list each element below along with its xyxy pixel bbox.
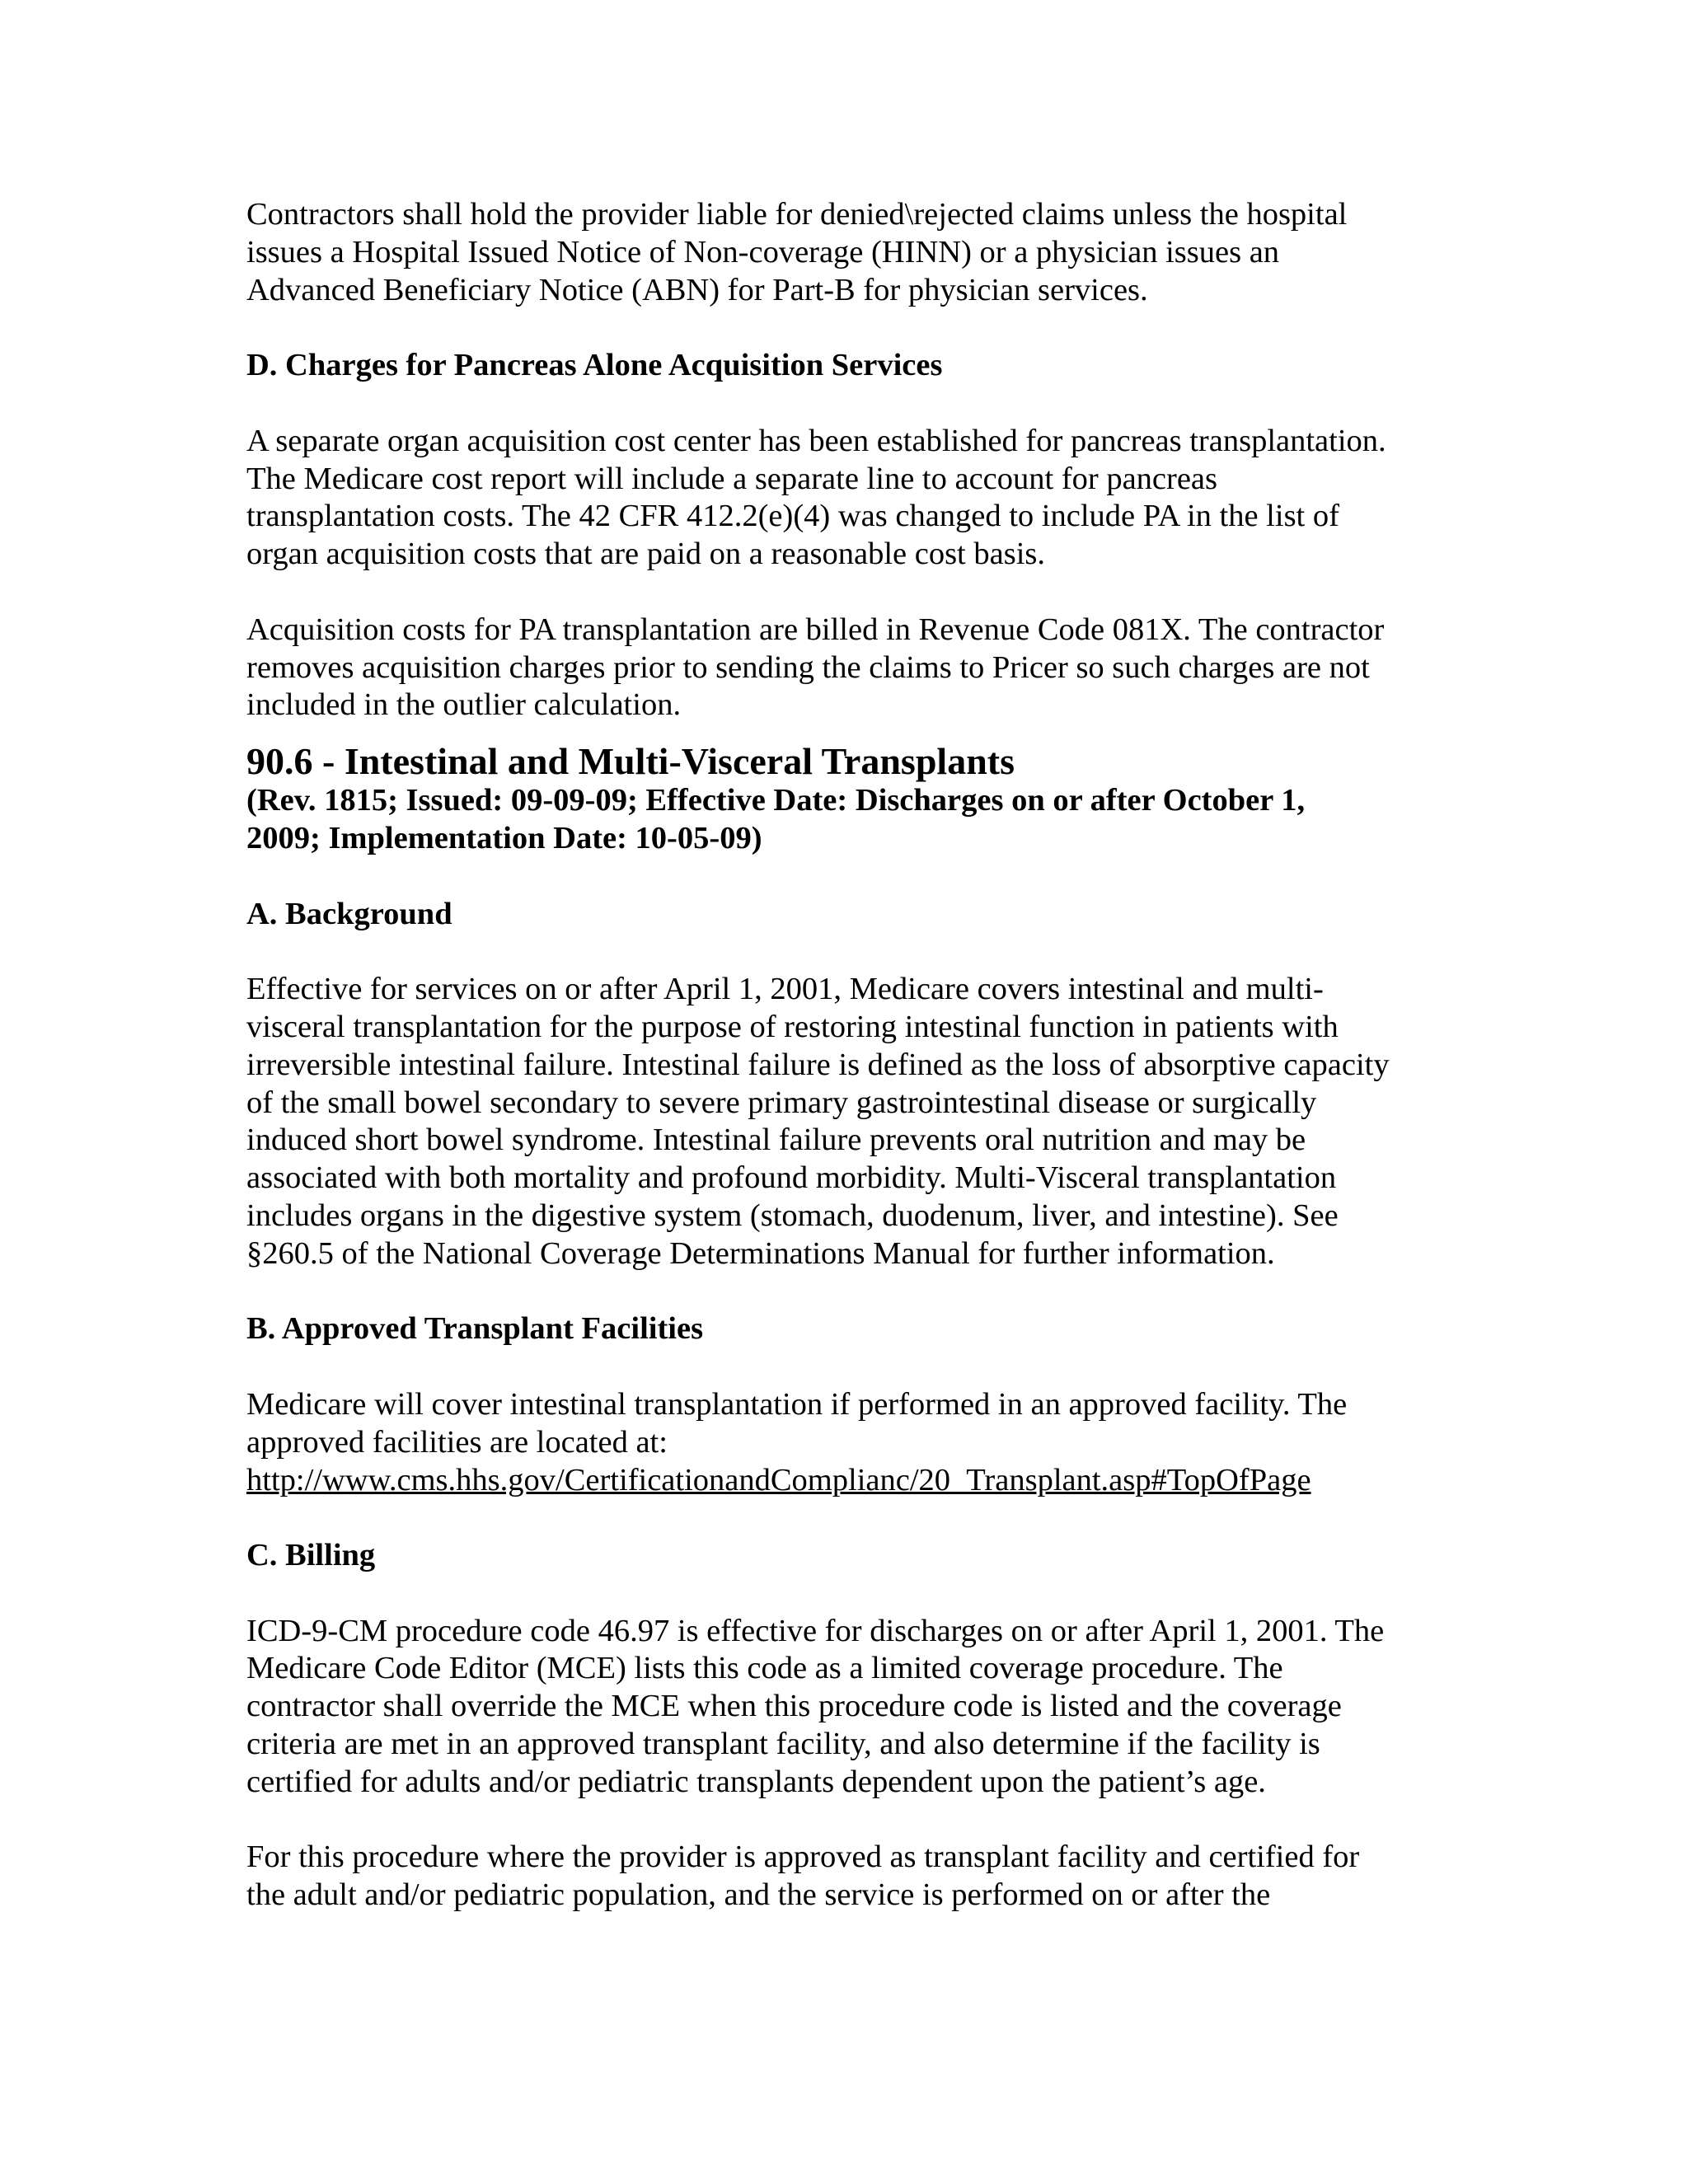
text-line: Advanced Beneficiary Notice (ABN) for Part-B for physician services.: [246, 272, 1148, 307]
text-line: includes organs in the digestive system (stomach, duodenum, liver, and intestine). See: [246, 1197, 1339, 1233]
heading-background: A. Background: [246, 896, 452, 931]
section-revision-info: [246, 782, 1458, 858]
paragraph-acquisition-costs: [246, 612, 1458, 724]
text-line: §260.5 of the National Coverage Determinations Manual for further information.: [246, 1235, 1275, 1271]
text-line: of the small bowel secondary to severe primary gastrointestinal disease or surgically: [246, 1085, 1317, 1120]
heading-billing: C. Billing: [246, 1538, 376, 1573]
paragraph-spacer: [246, 309, 1458, 347]
paragraph-background: [246, 971, 1458, 1272]
text-line: ICD-9-CM procedure code 46.97 is effective for discharges on or after April 1, 2001. The: [246, 1613, 1385, 1648]
paragraph-spacer: [246, 385, 1458, 423]
text-line: transplantation costs. The 42 CFR 412.2(e)(4) was changed to include PA in the list of: [246, 499, 1339, 534]
paragraph-spacer: [246, 1575, 1458, 1613]
paragraph-billing: [246, 1613, 1458, 1802]
transplant-facilities-link[interactable]: http://www.cms.hhs.gov/CertificationandComplianc/20_Transplant.asp#TopOfPage: [246, 1462, 1311, 1497]
text-line: organ acquisition costs that are paid on a reasonable cost basis.: [246, 537, 1046, 572]
paragraph-spacer: [246, 1499, 1458, 1537]
text-line: associated with both mortality and profound morbidity. Multi-Visceral transplantation: [246, 1160, 1337, 1196]
text-line: Effective for services on or after April 1, 2001, Medicare covers intestinal and multi-: [246, 972, 1324, 1007]
text-line: 2009; Implementation Date: 10-05-09): [246, 820, 762, 855]
paragraph-spacer: [246, 1348, 1458, 1386]
paragraph-cost-center: [246, 423, 1458, 574]
text-line: criteria are met in an approved transplant facility, and also determine if the facility is: [246, 1727, 1320, 1762]
paragraph-provider-liability: [246, 196, 1458, 309]
heading-approved-facilities: B. Approved Transplant Facilities: [246, 1311, 704, 1347]
text-line: Contractors shall hold the provider liable for denied\rejected claims unless the hospital: [246, 197, 1348, 232]
section-title: 90.6 - Intestinal and Multi-Visceral Transplants: [246, 740, 1015, 783]
text-line: Medicare Code Editor (MCE) lists this code as a limited coverage procedure. The: [246, 1651, 1283, 1686]
text-line: Acquisition costs for PA transplantation are billed in Revenue Code 081X. The contractor: [246, 612, 1385, 647]
text-line: contractor shall override the MCE when this procedure code is listed and the coverage: [246, 1689, 1342, 1724]
text-line: induced short bowel syndrome. Intestinal failure prevents oral nutrition and may be: [246, 1122, 1306, 1158]
text-line: For this procedure where the provider is approved as transplant facility and certified for: [246, 1840, 1360, 1875]
text-line: the adult and/or pediatric population, and the service is performed on or after the: [246, 1877, 1271, 1913]
paragraph-spacer: [246, 1273, 1458, 1311]
paragraph-approved-facilities: [246, 1386, 1458, 1499]
paragraph-spacer: [246, 858, 1458, 896]
heading-charges-pancreas: D. Charges for Pancreas Alone Acquisition Services: [246, 348, 943, 383]
text-line: (Rev. 1815; Issued: 09-09-09; Effective Date: Discharges on or after October 1,: [246, 783, 1306, 818]
paragraph-spacer: [246, 933, 1458, 971]
text-line: A separate organ acquisition cost center has been established for pancreas transplantation.: [246, 423, 1386, 458]
text-line: The Medicare cost report will include a separate line to account for pancreas: [246, 461, 1217, 496]
page-content: [246, 196, 1458, 1915]
paragraph-procedure: [246, 1839, 1458, 1915]
text-line: included in the outlier calculation.: [246, 687, 682, 723]
paragraph-spacer: [246, 574, 1458, 612]
text-line: Medicare will cover intestinal transplantation if performed in an approved facility. The: [246, 1386, 1348, 1422]
text-line: issues a Hospital Issued Notice of Non-coverage (HINN) or a physician issues an: [246, 234, 1280, 269]
text-line: certified for adults and/or pediatric transplants dependent upon the patient’s age.: [246, 1764, 1266, 1799]
paragraph-spacer: [246, 1802, 1458, 1840]
text-line: approved facilities are located at:: [246, 1424, 668, 1460]
text-line: irreversible intestinal failure. Intestinal failure is defined as the loss of absorptive capacity: [246, 1047, 1390, 1082]
text-line: visceral transplantation for the purpose of restoring intestinal function in patients with: [246, 1009, 1339, 1044]
text-line: removes acquisition charges prior to sending the claims to Pricer so such charges are not: [246, 649, 1370, 685]
